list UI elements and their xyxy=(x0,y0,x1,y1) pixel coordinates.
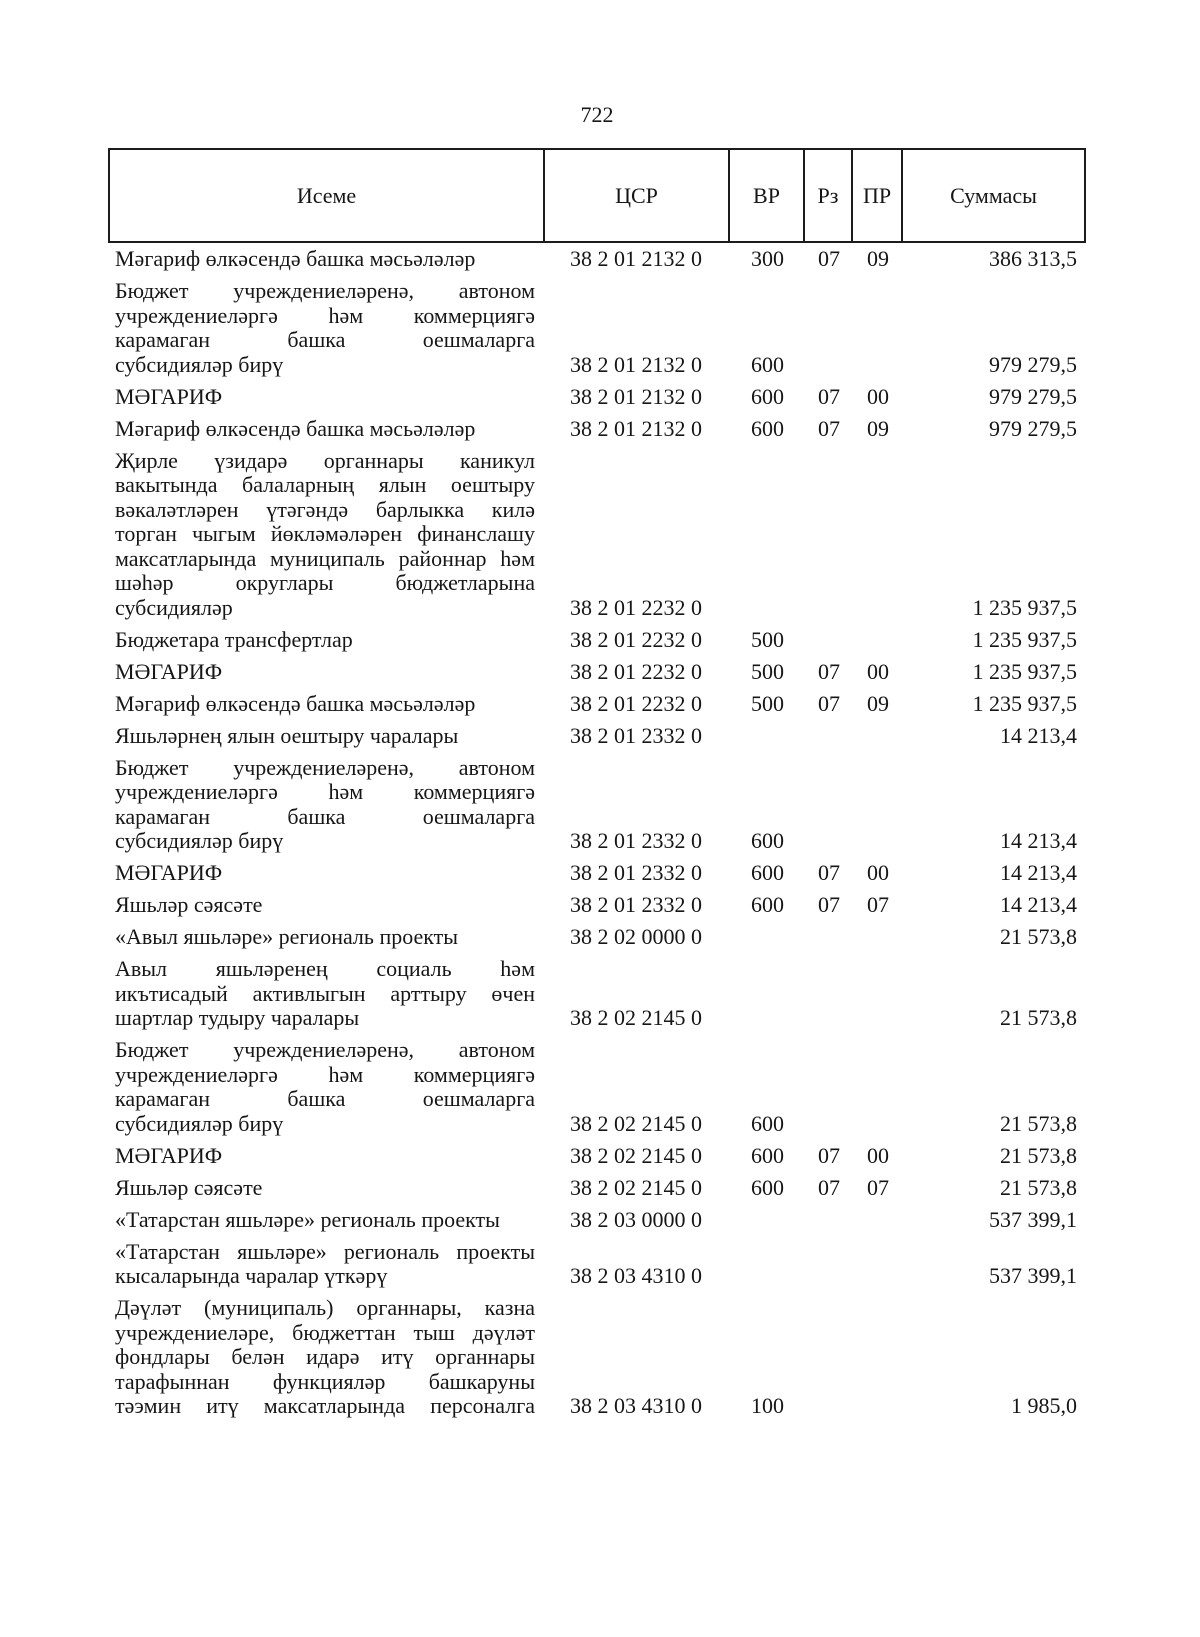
row-name-line: кысаларында чаралар үткәрү xyxy=(115,1263,388,1288)
row-name xyxy=(108,1208,545,1233)
row-csr-code: 38 2 01 2332 0 xyxy=(570,828,702,853)
row-amount: 21 573,8 xyxy=(1000,1174,1077,1200)
table-row xyxy=(108,413,1086,445)
row-vr-code: 600 xyxy=(751,1142,784,1168)
row-rz-code: 07 xyxy=(818,383,840,409)
table-row xyxy=(108,1034,1086,1140)
row-pr-code: 09 xyxy=(867,690,889,716)
table-row xyxy=(108,1140,1086,1172)
row-vr-code: 500 xyxy=(751,626,784,652)
row-name-line: МӘГАРИФ xyxy=(115,383,223,409)
row-pr-code: 09 xyxy=(867,246,889,271)
row-csr-code: 38 2 01 2232 0 xyxy=(570,690,702,716)
row-rz-code: 07 xyxy=(818,690,840,716)
row-csr-code: 38 2 02 2145 0 xyxy=(570,1005,702,1030)
header-cell-name: Исеме xyxy=(108,150,545,241)
row-amount: 1 235 937,5 xyxy=(972,594,1077,620)
table-row xyxy=(108,688,1086,720)
table-row xyxy=(108,656,1086,688)
row-name-line: «Татарстан яшьләре» региональ проекты xyxy=(115,1238,535,1264)
header-cell-sum: Суммасы xyxy=(903,150,1086,241)
table-row xyxy=(108,921,1086,953)
row-name xyxy=(108,756,545,854)
row-name-line: карамаган башка оешмаларга xyxy=(115,327,535,352)
row-csr-code: 38 2 02 2145 0 xyxy=(570,1142,702,1168)
row-name-line: икътисадый активлыгын арттыру өчен xyxy=(115,980,535,1006)
row-amount: 14 213,4 xyxy=(1000,828,1077,853)
row-csr-code: 38 2 01 2332 0 xyxy=(570,722,702,748)
row-name-line: Бюджет учреждениеләренә, автоном xyxy=(115,1037,535,1062)
row-csr-code: 38 2 03 4310 0 xyxy=(570,1393,702,1418)
table-row xyxy=(108,720,1086,752)
row-name-line: «Авыл яшьләре» региональ проекты xyxy=(115,924,459,949)
row-name xyxy=(108,893,545,918)
row-csr-code: 38 2 01 2132 0 xyxy=(570,351,702,377)
row-csr-code: 38 2 03 0000 0 xyxy=(570,1206,702,1232)
row-vr-code: 600 xyxy=(751,892,784,917)
row-pr-code: 00 xyxy=(867,658,889,684)
header-cell-rz: Рз xyxy=(805,150,853,241)
row-name-line: учреждениеләре, бюджеттан тыш дәүләт xyxy=(115,1319,535,1345)
row-vr-code: 600 xyxy=(751,1110,784,1136)
row-amount: 14 213,4 xyxy=(1000,860,1077,885)
row-amount: 979 279,5 xyxy=(989,383,1077,409)
row-name-line: Яшьләрнең ялын оештыру чаралары xyxy=(115,722,459,748)
row-name-line: Авыл яшьләренең социаль һәм xyxy=(115,956,535,981)
row-amount: 979 279,5 xyxy=(989,351,1077,377)
header-cell-csr: ЦСР xyxy=(545,150,730,241)
row-amount: 537 399,1 xyxy=(989,1263,1077,1288)
row-csr-code: 38 2 02 0000 0 xyxy=(570,924,702,949)
row-vr-code: 300 xyxy=(751,246,784,271)
row-name-line: субсидияләр бирү xyxy=(115,828,284,853)
table-row xyxy=(108,624,1086,656)
row-amount: 21 573,8 xyxy=(1000,924,1077,949)
table-row xyxy=(108,1292,1086,1422)
row-name-line: учреждениеләргә һәм коммерциягә xyxy=(115,779,535,804)
table-row xyxy=(108,1204,1086,1236)
row-name-line: Мәгариф өлкәсендә башка мәсьәләләр xyxy=(115,246,476,271)
row-vr-code: 600 xyxy=(751,351,784,377)
row-amount: 14 213,4 xyxy=(1000,722,1077,748)
row-rz-code: 07 xyxy=(818,1174,840,1200)
row-amount: 1 985,0 xyxy=(1011,1393,1077,1418)
row-name-line: Дәүләт (муниципаль) органнары, казна xyxy=(115,1295,535,1320)
row-name-line: тәэмин итү максатларында персоналга xyxy=(115,1393,535,1418)
table-row xyxy=(108,752,1086,858)
row-rz-code: 07 xyxy=(818,658,840,684)
row-name-line: Мәгариф өлкәсендә башка мәсьәләләр xyxy=(115,690,476,716)
table-row xyxy=(108,857,1086,889)
row-name xyxy=(108,925,545,950)
row-csr-code: 38 2 01 2132 0 xyxy=(570,415,702,441)
row-amount: 1 235 937,5 xyxy=(972,690,1077,716)
row-csr-code: 38 2 02 2145 0 xyxy=(570,1174,702,1200)
row-vr-code: 100 xyxy=(751,1393,784,1418)
row-name-line: Яшьләр сәясәте xyxy=(115,1174,263,1200)
row-csr-code: 38 2 01 2232 0 xyxy=(570,594,702,620)
row-pr-code: 00 xyxy=(867,1142,889,1168)
header-cell-pr: ПР xyxy=(853,150,903,241)
row-amount: 21 573,8 xyxy=(1000,1110,1077,1136)
row-name-line: Яшьләр сәясәте xyxy=(115,892,263,917)
row-amount: 21 573,8 xyxy=(1000,1142,1077,1168)
row-amount: 14 213,4 xyxy=(1000,892,1077,917)
page-number: 722 xyxy=(580,102,614,127)
row-vr-code: 500 xyxy=(751,690,784,716)
row-name-line: карамаган башка оешмаларга xyxy=(115,803,535,829)
row-name-line: Мәгариф өлкәсендә башка мәсьәләләр xyxy=(115,415,476,441)
row-csr-code: 38 2 01 2232 0 xyxy=(570,658,702,684)
row-name-line: учреждениеләргә һәм коммерциягә xyxy=(115,302,535,328)
row-name-line: субсидияләр бирү xyxy=(115,351,284,377)
row-name-line: учреждениеләргә һәм коммерциягә xyxy=(115,1061,535,1087)
table-row xyxy=(108,889,1086,921)
row-pr-code: 07 xyxy=(867,892,889,917)
row-csr-code: 38 2 01 2232 0 xyxy=(570,626,702,652)
table-header xyxy=(108,148,1086,243)
row-name-line: вакытында балаларның ялын оештыру xyxy=(115,472,535,497)
row-name-line: Бюджет учреждениеләренә, автоном xyxy=(115,754,535,780)
row-amount: 386 313,5 xyxy=(989,246,1077,271)
table-row xyxy=(108,1172,1086,1204)
row-name xyxy=(108,861,545,886)
table-row xyxy=(108,275,1086,381)
row-vr-code: 600 xyxy=(751,860,784,885)
row-vr-code: 600 xyxy=(751,828,784,853)
row-rz-code: 07 xyxy=(818,1142,840,1168)
row-name xyxy=(108,957,545,1031)
row-amount: 979 279,5 xyxy=(989,415,1077,441)
row-amount: 537 399,1 xyxy=(989,1206,1077,1232)
table-row xyxy=(108,381,1086,413)
row-name-line: вәкаләтләрен үтәгәндә барлыкка килә xyxy=(115,496,535,522)
row-pr-code: 09 xyxy=(867,415,889,441)
row-rz-code: 07 xyxy=(818,415,840,441)
row-name xyxy=(108,449,545,621)
row-name-line: тарафыннан функцияләр башкаруны xyxy=(115,1368,535,1394)
row-csr-code: 38 2 01 2332 0 xyxy=(570,892,702,917)
row-rz-code: 07 xyxy=(818,892,840,917)
row-rz-code: 07 xyxy=(818,246,840,271)
row-name-line: МӘГАРИФ xyxy=(115,658,223,684)
row-name xyxy=(108,660,545,685)
row-name xyxy=(108,417,545,442)
row-name xyxy=(108,692,545,717)
row-csr-code: 38 2 02 2145 0 xyxy=(570,1110,702,1136)
row-pr-code: 07 xyxy=(867,1174,889,1200)
row-name-line: шартлар тудыру чаралары xyxy=(115,1005,360,1030)
row-name-line: субсидияләр бирү xyxy=(115,1110,284,1136)
budget-table xyxy=(108,148,1086,1422)
row-name-line: карамаган башка оешмаларга xyxy=(115,1086,535,1111)
row-name xyxy=(108,724,545,749)
table-row xyxy=(108,953,1086,1034)
row-amount: 1 235 937,5 xyxy=(972,658,1077,684)
row-csr-code: 38 2 01 2132 0 xyxy=(570,246,702,271)
row-rz-code: 07 xyxy=(818,860,840,885)
row-name-line: Бюджет учреждениеләренә, автоном xyxy=(115,278,535,303)
row-name xyxy=(108,247,545,272)
row-name-line: «Татарстан яшьләре» региональ проекты xyxy=(115,1206,500,1232)
row-name-line: фондлары белән идарә итү органнары xyxy=(115,1344,535,1369)
row-name-line: шәһәр округлары бюджетларына xyxy=(115,570,535,595)
row-name xyxy=(108,1296,545,1419)
row-csr-code: 38 2 01 2332 0 xyxy=(570,860,702,885)
row-pr-code: 00 xyxy=(867,383,889,409)
row-name xyxy=(108,385,545,410)
row-vr-code: 600 xyxy=(751,1174,784,1200)
row-name-line: максатларында муниципаль районнар һәм xyxy=(115,545,535,571)
row-name xyxy=(108,1144,545,1169)
header-cell-vr: ВР xyxy=(730,150,805,241)
row-name xyxy=(108,1038,545,1136)
table-row xyxy=(108,1236,1086,1293)
row-amount: 1 235 937,5 xyxy=(972,626,1077,652)
row-name-line: Бюджетара трансфертлар xyxy=(115,626,353,652)
row-csr-code: 38 2 03 4310 0 xyxy=(570,1263,702,1288)
row-name-line: МӘГАРИФ xyxy=(115,860,223,885)
row-name-line: МӘГАРИФ xyxy=(115,1142,223,1168)
row-name xyxy=(108,628,545,653)
table-body xyxy=(108,243,1086,1422)
row-name-line: субсидияләр xyxy=(115,594,233,620)
row-vr-code: 600 xyxy=(751,383,784,409)
row-name-line: торган чыгым йөкләмәләрен финанслашу xyxy=(115,521,535,546)
row-name xyxy=(108,1240,545,1289)
row-name xyxy=(108,1176,545,1201)
row-amount: 21 573,8 xyxy=(1000,1005,1077,1030)
row-pr-code: 00 xyxy=(867,860,889,885)
table-row xyxy=(108,243,1086,275)
row-name xyxy=(108,279,545,377)
row-vr-code: 500 xyxy=(751,658,784,684)
table-row xyxy=(108,445,1086,624)
row-csr-code: 38 2 01 2132 0 xyxy=(570,383,702,409)
row-vr-code: 600 xyxy=(751,415,784,441)
row-name-line: Җирле үзидарә органнары каникул xyxy=(115,447,535,473)
